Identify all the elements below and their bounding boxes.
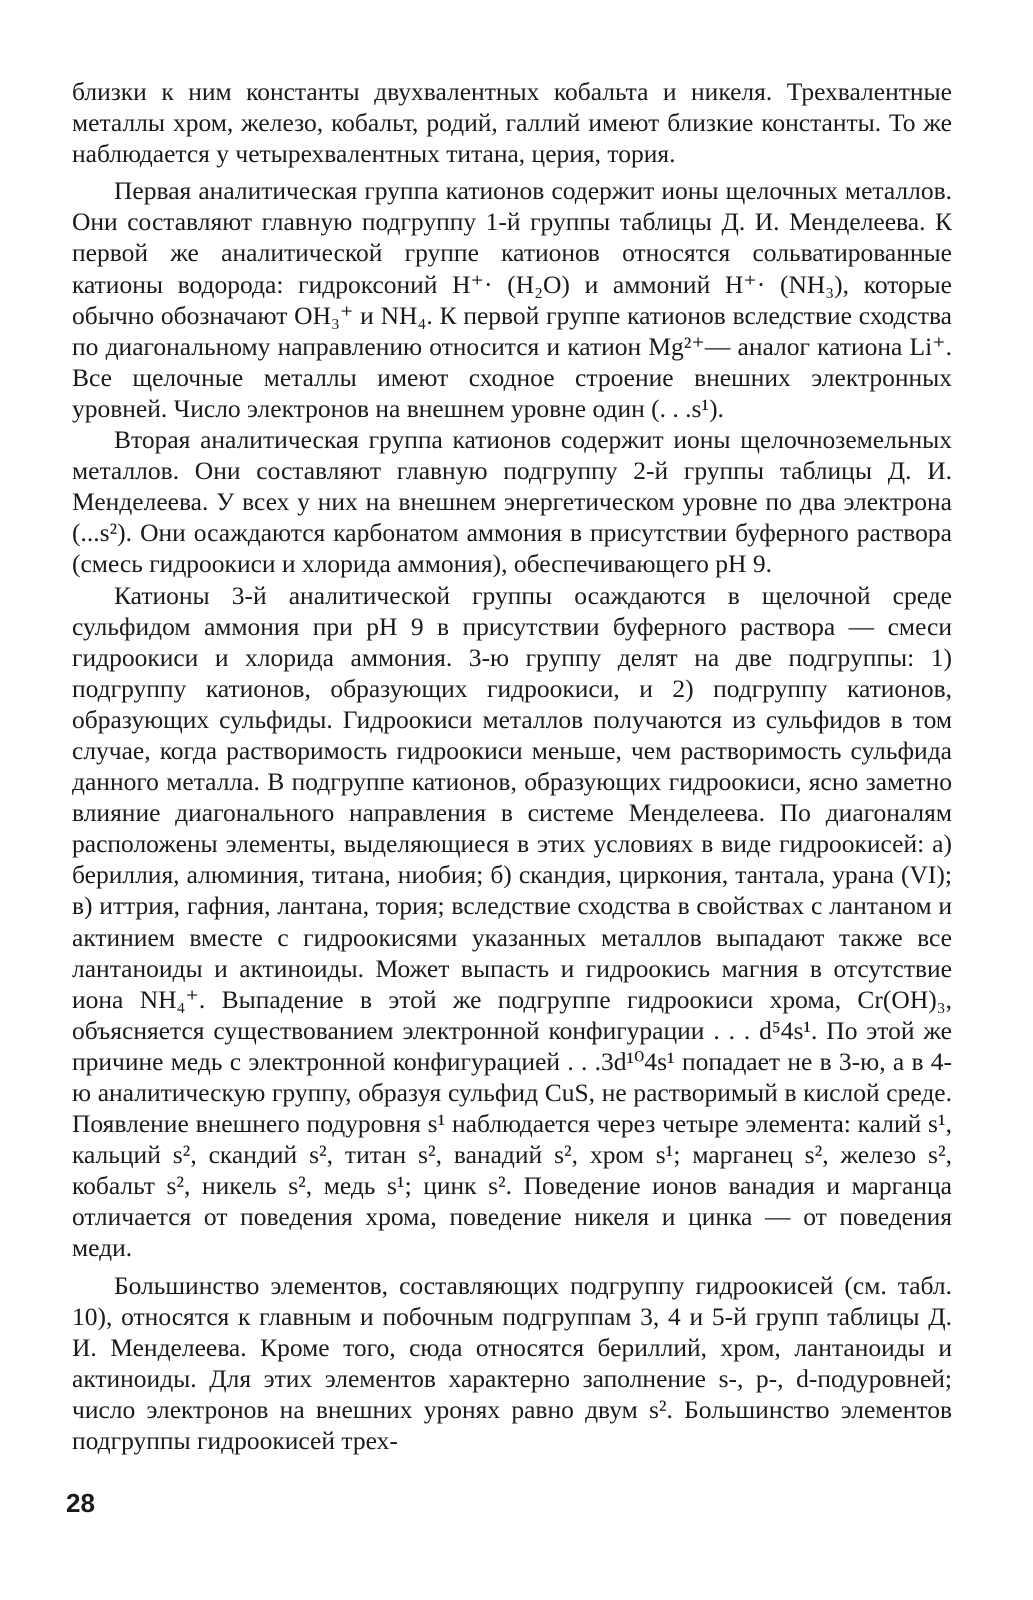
paragraph-first-group: Первая аналитическая группа катионов содержит ионы щелочных металлов. Они составляют главную подгруппу 1-й группы таблицы Д. И. Менделеева. К первой же аналитической группе катионов относятся сольватированные катионы водорода: гидроксоний Н⁺· (Н₂О) и аммоний Н⁺· (NН₃), которые обычно обозначают ОН₃⁺ и NН₄. К первой группе катионов вследствие сходства по диагональному направлению относится и катион Mg²⁺— аналог катиона Li⁺. Все щелочные металлы имеют сходное строение внешних электронных уровней. Число электронов на внешнем уровне один (. . .s¹).	[72, 176, 952, 423]
page-body	[72, 76, 952, 1456]
paragraph-hydroxide-subgroup: Большинство элементов, составляющих подгруппу гидроокисей (см. табл. 10), относятся к главным и побочным подгруппам 3, 4 и 5-й групп таблицы Д. И. Менделеева. Кроме того, сюда относятся бериллий, хром, лантаноиды и актиноиды. Для этих элементов характерно заполнение s-, p-, d-подуровней; число электронов на внешних уронях равно двум s². Большинство элементов подгруппы гидроокисей трех-	[72, 1270, 952, 1456]
paragraph-continuation: близки к ним константы двухвалентных кобальта и никеля. Трехвалентные металлы хром, железо, кобальт, родий, галлий имеют близкие константы. То же наблюдается у четырехвалентных титана, церия, тория.	[72, 77, 952, 169]
page-number: 28	[66, 1488, 95, 1518]
paragraph-third-group: Катионы 3-й аналитической группы осаждаются в щелочной среде сульфидом аммония при рН 9 в присутствии буферного раствора — смеси гидроокиси и хлорида аммония. 3-ю группу делят на две подгруппы: 1) подгруппу катионов, образующих гидроокиси, и 2) подгруппу катионов, образующих сульфиды. Гидроокиси металлов получаются из сульфидов в том случае, когда растворимость гидроокиси меньше, чем растворимость сульфида данного металла. В подгруппе катионов, образующих гидроокиси, ясно заметно влияние диагонального направления в системе Менделеева. По диагоналям расположены элементы, выделяющиеся в этих условиях в виде гидроокисей: а) бериллия, алюминия, титана, ниобия; б) скандия, циркония, тантала, урана (VI); в) иттрия, гафния, лантана, тория; вследствие сходства в свойствах с лантаном и актинием вместе с гидроокисями указанных металлов выпадают также все лантаноиды и актиноиды. Может выпасть и гидроокись магния в отсутствие иона NН₄⁺. Выпадение в этой же подгруппе гидроокиси хрома, Сr(ОН)₃, объясняется существованием электронной конфигурации . . . d⁵4s¹. По этой же причине медь с электронной конфигурацией . . .3d¹⁰4s¹ попадает не в 3-ю, а в 4-ю аналитическую группу, образуя сульфид CuS, не растворимый в кислой среде. Появление внешнего подуровня s¹ наблюдается через четыре элемента: калий s¹, кальций s², скандий s², титан s², ванадий s², хром s¹; марганец s², железо s², кобальт s², никель s², медь s¹; цинк s². Поведение ионов ванадия и марганца отличается от поведения хрома, поведение никеля и цинка — от поведения меди.	[72, 580, 952, 1263]
paragraph-second-group: Вторая аналитическая группа катионов содержит ионы щелочноземельных металлов. Они составляют главную подгруппу 2-й группы таблицы Д. И. Менделеева. У всех у них на внешнем энергетическом уровне по два электрона (...s²). Они осаждаются карбонатом аммония в присутствии буферного раствора (смесь гидроокиси и хлорида аммония), обеспечивающего рН 9.	[72, 425, 952, 579]
